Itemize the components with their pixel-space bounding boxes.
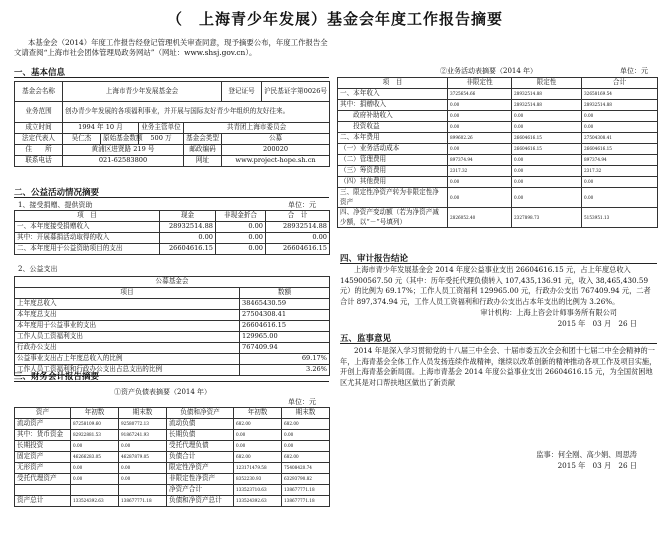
value-cell: 0.00 <box>216 222 266 233</box>
row-label: 负债和净资产总计 <box>167 496 234 507</box>
label-cell: 业务主管单位 <box>139 123 184 134</box>
column-header: 期末数 <box>119 408 167 419</box>
value-cell: 创办青少年发展的各项福利事业，并开展与国际友好青少年组织的友好往来。 <box>63 102 330 123</box>
label-cell: 登记证号 <box>222 82 262 102</box>
value-cell <box>71 485 119 496</box>
table-header-row <box>338 78 658 89</box>
table-row <box>15 332 330 343</box>
value-cell: 26604616.15 <box>240 321 330 332</box>
value-cell: 133524392.63 <box>71 496 119 507</box>
table-row <box>15 82 330 102</box>
row-label: 受托代理负债 <box>167 441 234 452</box>
row-label: 三、限定性净资产转为非限定性净资产 <box>338 188 448 208</box>
value-cell: 63293790.82 <box>282 474 330 485</box>
value-cell: 26604616.15 <box>512 144 582 155</box>
table-row <box>338 133 658 144</box>
audit-conclusion <box>340 265 657 329</box>
value-cell: 0.00 <box>282 430 330 441</box>
row-label: 本年度用于公益事业的支出 <box>15 321 240 332</box>
section-audit-heading: 四、审计报告结论 <box>340 254 409 264</box>
table-row <box>338 100 658 111</box>
column-header: 年初数 <box>234 408 282 419</box>
value-cell: 0.00 <box>282 441 330 452</box>
value-cell: 82922881.53 <box>71 430 119 441</box>
value-cell: 0.00 <box>216 244 266 255</box>
unit-label: 单位：元 <box>620 67 648 75</box>
column-header: 负债和净资产 <box>167 408 234 419</box>
table-row <box>15 134 330 145</box>
value-cell: 0.00 <box>512 155 582 166</box>
value-cell: 500 万 <box>139 134 184 145</box>
table-title-row <box>15 277 330 288</box>
value-cell: 92580772.13 <box>119 419 167 430</box>
table-row <box>15 463 330 474</box>
value-cell: 沪民基证字第0026号 <box>262 82 330 102</box>
column-header: 非现金折合 <box>216 211 266 222</box>
section-supervisor-heading: 五、监事意见 <box>340 334 392 344</box>
balance-sheet-title: ①资产负债表摘要（2014 年） <box>114 388 212 396</box>
table-row <box>15 222 330 233</box>
value-cell: 共青团上海市委员会 <box>184 123 330 134</box>
row-label: 资产总计 <box>15 496 71 507</box>
label-cell: 住 所 <box>15 145 63 156</box>
value-cell: 0.00 <box>160 233 216 244</box>
section-charity-heading: 二、公益活动情况摘要 <box>14 188 100 198</box>
row-label: 二、本年度用于公益资助项目的支出 <box>15 244 160 255</box>
column-header: 合 计 <box>266 211 330 222</box>
column-header: 数额 <box>240 288 330 299</box>
value-cell: 767409.94 <box>240 343 330 354</box>
section-divider <box>14 381 329 382</box>
value-cell: 0.00 <box>448 188 512 208</box>
row-label: 四、净资产变动额（若为净资产减少额，以“－”号填列） <box>338 208 448 228</box>
value-cell: 0.00 <box>448 111 512 122</box>
value-cell: 0.00 <box>582 188 658 208</box>
table-row <box>338 144 658 155</box>
supervisor-date: 2015 年 03 月 26 日 <box>557 460 637 470</box>
intro-paragraph: 本基金会（2014）年度工作报告经登记管理机关审查同意，现予摘要公布，年度工作报告全文请查阅“上海市社会团体管理局政务网站”（网址：www.shsj.gov.cn）。 <box>14 38 328 57</box>
activity-table-title: ②业务活动表摘要（2014 年） <box>440 67 538 75</box>
section-finance-heading: 三、财务会计报告摘要 <box>14 372 100 382</box>
table-row <box>15 430 330 441</box>
audit-date: 2015 年 03 月 26 日 <box>557 318 637 328</box>
row-label: 投资收益 <box>338 122 448 133</box>
value-cell: 0.00 <box>582 111 658 122</box>
table-row <box>15 441 330 452</box>
column-header: 年初数 <box>71 408 119 419</box>
table-header-row <box>15 211 330 222</box>
value-cell: 682.00 <box>234 452 282 463</box>
value-cell: 682.00 <box>282 452 330 463</box>
value-cell: 28932514.88 <box>160 222 216 233</box>
row-label: 流动资产 <box>15 419 71 430</box>
value-cell: 0.00 <box>71 463 119 474</box>
value-cell: 0.00 <box>448 177 512 188</box>
table-row <box>15 354 330 365</box>
label-cell: 基金会名称 <box>15 82 63 102</box>
table-header-row <box>15 408 330 419</box>
value-cell: 0.00 <box>582 122 658 133</box>
value-cell: 27504308.41 <box>582 133 658 144</box>
value-cell: 0.00 <box>216 233 266 244</box>
column-header: 现金 <box>160 211 216 222</box>
value-cell: 91867241.93 <box>119 430 167 441</box>
activity-table <box>337 77 658 228</box>
column-header: 限定性 <box>512 78 582 89</box>
row-label: 一、本年收入 <box>338 89 448 100</box>
value-cell: 2826052.40 <box>448 208 512 228</box>
value-cell: 200020 <box>222 145 330 156</box>
column-header: 资产 <box>15 408 71 419</box>
section-divider <box>14 197 329 198</box>
donation-table <box>14 210 330 255</box>
table-row <box>15 419 330 430</box>
label-cell: 基金会类型 <box>184 134 222 145</box>
value-cell: 0.00 <box>266 233 330 244</box>
label-cell: 联系电话 <box>15 156 63 167</box>
table-row <box>15 474 330 485</box>
value-cell: 0.00 <box>119 463 167 474</box>
table-row <box>15 102 330 123</box>
value-cell: 46287879.05 <box>119 452 167 463</box>
table-row <box>15 343 330 354</box>
value-cell: 吴仁杰 <box>63 134 101 145</box>
value-cell: 上海市青少年发展基金会 <box>63 82 222 102</box>
table-row <box>15 452 330 463</box>
balance-sheet-table <box>14 407 330 507</box>
value-cell: 123171479.58 <box>234 463 282 474</box>
row-label: （二）管理费用 <box>338 155 448 166</box>
value-cell: 3725654.66 <box>448 89 512 100</box>
row-label: 净资产合计 <box>167 485 234 496</box>
value-cell: 0.00 <box>119 441 167 452</box>
value-cell: 0.00 <box>71 441 119 452</box>
value-cell: 897374.94 <box>448 155 512 166</box>
value-cell: 0.00 <box>234 430 282 441</box>
value-cell: 0.00 <box>512 177 582 188</box>
value-cell: 0.00 <box>234 441 282 452</box>
value-cell: 26604616.15 <box>266 244 330 255</box>
value-cell: 0.00 <box>448 122 512 133</box>
value-cell: 75408420.74 <box>282 463 330 474</box>
value-cell: 0.00 <box>512 122 582 133</box>
value-cell: 2327898.73 <box>512 208 582 228</box>
row-label: 行政办公支出 <box>15 343 240 354</box>
row-label: 其中：开展募捐活动取得的收入 <box>15 233 160 244</box>
row-label: 长期投资 <box>15 441 71 452</box>
basic-info-table <box>14 81 330 167</box>
value-cell: 0.00 <box>448 100 512 111</box>
value-cell: 682.00 <box>282 419 330 430</box>
value-cell: 27504308.41 <box>240 310 330 321</box>
section-divider <box>340 263 657 264</box>
value-cell: 0.00 <box>71 474 119 485</box>
row-label: 公益事业支出占上年度总收入的比例 <box>15 354 240 365</box>
value-cell: 26604616.15 <box>582 144 658 155</box>
table-row <box>338 177 658 188</box>
label-cell: 业务范围 <box>15 102 63 123</box>
table-row <box>338 166 658 177</box>
value-cell: 26604616.15 <box>512 133 582 144</box>
label-cell: 法定代表人 <box>15 134 63 145</box>
table-row <box>15 310 330 321</box>
row-label: 二、本年费用 <box>338 133 448 144</box>
value-cell <box>119 485 167 496</box>
row-label <box>15 485 71 496</box>
row-label: 政府补助收入 <box>338 111 448 122</box>
value-cell: 133524392.63 <box>234 496 282 507</box>
value-cell: 897374.94 <box>582 155 658 166</box>
table-row <box>15 123 330 134</box>
value-cell: 2317.32 <box>448 166 512 177</box>
value-cell: 公募 <box>222 134 330 145</box>
page-title: （ 上海青少年发展）基金会年度工作报告摘要 <box>166 10 503 28</box>
label-cell: 网址 <box>184 156 222 167</box>
unit-label: 单位：元 <box>288 398 316 406</box>
value-cell: 138677771.18 <box>119 496 167 507</box>
value-cell: 2317.32 <box>582 166 658 177</box>
row-label: 固定资产 <box>15 452 71 463</box>
column-header: 合计 <box>582 78 658 89</box>
row-label: 限定性净资产 <box>167 463 234 474</box>
value-cell: 0.00 <box>119 474 167 485</box>
value-cell: 28932514.88 <box>512 100 582 111</box>
supervisor-opinion <box>340 346 657 471</box>
value-cell: 28932514.88 <box>512 89 582 100</box>
column-header: 项 目 <box>338 78 448 89</box>
row-label: （一）业务活动成本 <box>338 144 448 155</box>
column-header: 期末数 <box>282 408 330 419</box>
row-label: （三）筹资费用 <box>338 166 448 177</box>
row-label: 上年度总收入 <box>15 299 240 310</box>
row-label: 工作人员工资福利支出 <box>15 332 240 343</box>
row-label: （四）其他费用 <box>338 177 448 188</box>
value-cell: 682.00 <box>234 419 282 430</box>
value-cell: 0.00 <box>512 188 582 208</box>
value-cell: 46266283.05 <box>71 452 119 463</box>
section-divider <box>14 77 329 78</box>
table-row <box>338 89 658 100</box>
table-row <box>15 145 330 156</box>
section-basic-info-heading: 一、基本信息 <box>14 68 66 78</box>
row-label: 受托代理资产 <box>15 474 71 485</box>
row-label: 一、本年度接受捐赠收入 <box>15 222 160 233</box>
table-row <box>15 244 330 255</box>
row-label: 负债合计 <box>167 452 234 463</box>
table-row <box>15 156 330 167</box>
value-cell: 0.00 <box>582 177 658 188</box>
row-label: 无形资产 <box>15 463 71 474</box>
audit-firm: 审计机构：上海上咨会计师事务所有限公司 <box>480 308 617 317</box>
donation-subheading: 1、接受捐赠、提供资助 <box>18 201 93 209</box>
row-label: 其中：捐赠收入 <box>338 100 448 111</box>
table-title: 公募基金会 <box>15 277 330 288</box>
value-cell: 1994 年 10 月 <box>63 123 139 134</box>
table-header-row <box>15 288 330 299</box>
row-label: 非限定性净资产 <box>167 474 234 485</box>
label-cell: 原始基金数额 <box>101 134 139 145</box>
value-cell: 3.26% <box>240 365 330 376</box>
column-header: 项 目 <box>15 211 160 222</box>
supervisor-text: 2014 年是深入学习贯彻党的十八届三中全会、十届市委五次全会和团十七届二中全会精神的一年，上海青基会全体工作人员发扬连续作战精神，继续以改革创新的精神推动各项工作及项目实施，开创上海青基会新局面。上海市青基会 2014 年度公益事业支出 26604616.15 元，为全国贫困地区尤其是对口帮扶地区做出了新贡献 <box>340 346 657 387</box>
table-row <box>338 208 658 228</box>
public-expense-table <box>14 276 330 376</box>
table-row <box>15 321 330 332</box>
value-cell: 138677771.18 <box>282 485 330 496</box>
row-label: 其中：货币资金 <box>15 430 71 441</box>
public-expense-subheading: 2、公益支出 <box>18 265 58 273</box>
unit-label: 单位：元 <box>288 201 316 209</box>
value-cell: 0.00 <box>448 144 512 155</box>
value-cell: 0.00 <box>512 111 582 122</box>
column-header: 项目 <box>15 288 240 299</box>
value-cell: 32658169.54 <box>582 89 658 100</box>
value-cell: www.project-hope.sh.cn <box>222 156 330 167</box>
row-label: 长期负债 <box>167 430 234 441</box>
table-row <box>15 496 330 507</box>
table-row <box>338 122 658 133</box>
value-cell: 28932514.88 <box>266 222 330 233</box>
value-cell: 28932514.88 <box>582 100 658 111</box>
section-divider <box>340 343 657 344</box>
label-cell: 邮政编码 <box>184 145 222 156</box>
label-cell: 成立时间 <box>15 123 63 134</box>
value-cell: 133523710.63 <box>234 485 282 496</box>
row-label: 本年度总支出 <box>15 310 240 321</box>
value-cell: 129965.00 <box>240 332 330 343</box>
supervisor-signature: 监事：何全刚、高少娟、周思涛 <box>536 450 637 459</box>
value-cell: 0.00 <box>512 166 582 177</box>
value-cell: 8352230.93 <box>234 474 282 485</box>
table-row <box>338 188 658 208</box>
value-cell: 26604616.15 <box>160 244 216 255</box>
value-cell: 899602.26 <box>448 133 512 144</box>
audit-text: 上海市青少年发展基金会 2014 年度公益事业支出 26604616.15 元，占上年度总收入 145900567.50 元（其中：历年受托代理负债转入 107,435,136.91 元，收入 38,465,430.59 元）的比例为 69.17%；工作人员工资福利 129965.00 元，行政办公支出 767409.94 元，二者合计 897,374.94 元，工作人员工资福利和行政办公支出占本年支出的比例为 3.26%。 <box>340 265 651 306</box>
value-cell: 69.17% <box>240 354 330 365</box>
value-cell: 黄浦区进贤路 219 号 <box>63 145 184 156</box>
value-cell: 87258109.60 <box>71 419 119 430</box>
value-cell: 5153951.13 <box>582 208 658 228</box>
column-header: 非限定性 <box>448 78 512 89</box>
table-row <box>15 299 330 310</box>
row-label: 流动负债 <box>167 419 234 430</box>
value-cell: 38465430.59 <box>240 299 330 310</box>
table-row <box>338 111 658 122</box>
value-cell: 138677771.18 <box>282 496 330 507</box>
row-label: 工作人员工资福利和行政办公支出占总支出的比例 <box>15 365 240 376</box>
table-row <box>15 233 330 244</box>
table-row <box>15 485 330 496</box>
table-row <box>338 155 658 166</box>
value-cell: 021-62583800 <box>63 156 184 167</box>
